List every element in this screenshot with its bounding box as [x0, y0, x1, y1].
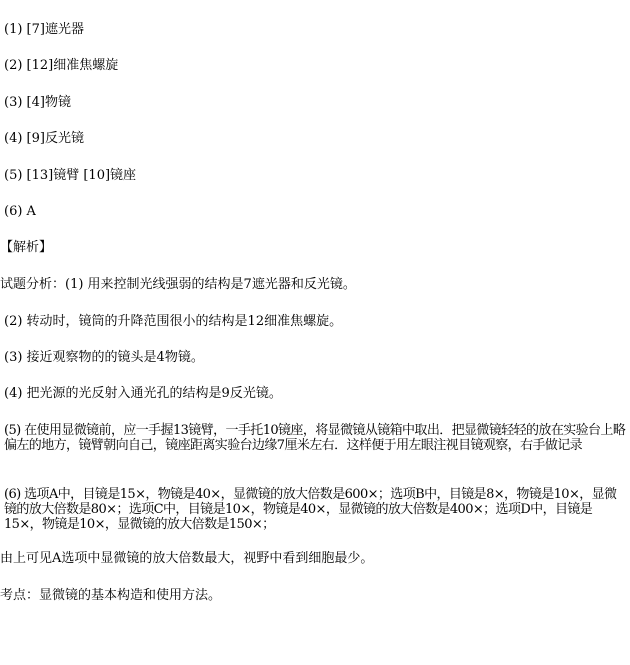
analysis-paragraph-6: (6) 选项A中，目镜是15×，物镜是40×，显微镜的放大倍数是600×；选项B中，目镜是8×，物镜是10×，显微镜的放大倍数是80×；选项C中，目镜是10×，物镜是40×，显微镜的放大倍数是400×；选项D中，目镜是15×，物镜是10×，显微镜的放大倍数是150×；	[4, 487, 617, 532]
exam-point: 考点：显微镜的基本构造和使用方法。	[0, 588, 222, 603]
answer-item-5: (5) [13]镜臂 [10]镜座	[4, 168, 137, 183]
analysis-paragraph-2: (2) 转动时，镜筒的升降范围很小的结构是12细准焦螺旋。	[4, 314, 343, 329]
answer-item-4: (4) [9]反光镜	[4, 131, 84, 146]
analysis-paragraph-7: 由上可见A选项中显微镜的放大倍数最大，视野中看到细胞最少。	[0, 551, 374, 566]
answer-item-2: (2) [12]细准焦螺旋	[4, 58, 119, 73]
analysis-paragraph-3: (3) 接近观察物的的镜头是4物镜。	[4, 350, 204, 365]
answer-item-1: (1) [7]遮光器	[4, 22, 84, 37]
analysis-paragraph-1: 试题分析：(1) 用来控制光线强弱的结构是7遮光器和反光镜。	[0, 277, 356, 292]
answer-item-6: (6) A	[4, 204, 36, 219]
analysis-heading: 【解析】	[0, 240, 53, 255]
analysis-paragraph-4: (4) 把光源的光反射入通光孔的结构是9反光镜。	[4, 386, 282, 401]
analysis-paragraph-5: (5) 在使用显微镜前，应一手握13镜臂，一手托10镜座，将显微镜从镜箱中取出．把显微镜轻轻的放在实验台上略偏左的地方，镜臂朝向自己，镜座距离实验台边缘7厘米左右．这样便于用左眼注视目镜观察，右手做记录	[4, 423, 626, 453]
answer-item-3: (3) [4]物镜	[4, 95, 71, 110]
